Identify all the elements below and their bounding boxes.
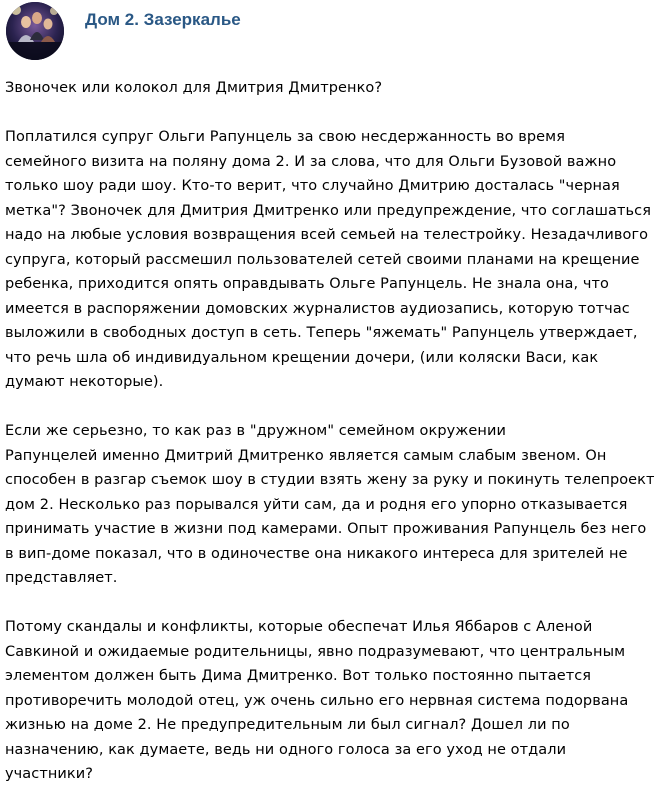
paragraph-line: метка"? Звоночек для Дмитрия Дмитренко или предупреждение, что соглашаться [5,202,652,219]
paragraph-1 [5,125,665,395]
paragraph-line: супруга, который рассмешил пользователей сетей своими планами на крещение [5,251,640,268]
paragraph-2 [5,419,665,591]
paragraph-line: дом 2. Несколько раз порывался уйти сам, да и родня его упорно отказывается [5,496,628,513]
paragraph-line: думают некоторые). [5,374,164,390]
paragraph-line: семейного визита на поляну дома 2. И за слова, что для Ольги Бузовой важно [5,153,617,170]
paragraph-3 [5,615,665,787]
paragraph-line: Рапунцелей именно Дмитрий Дмитренко является самым слабым звеном. Он [5,447,607,464]
post-title [5,76,665,101]
paragraph-line: Потому скандалы и конфликты, которые обеспечат Илья Яббаров с Аленой [5,619,593,635]
paragraph-line: принимать участие в жизни под камерами. Опыт проживания Рапунцель без него [5,521,647,537]
paragraph-line: участники? [5,766,94,782]
paragraph-line: ребенка, приходится опять оправдывать Ольге Рапунцель. Не знала она, что [5,276,609,292]
avatar-image [6,2,64,60]
paragraph-line: что речь шла об индивидуальном крещении дочери, (или коляски Васи, как [5,349,599,366]
paragraph-line: Поплатился супруг Ольги Рапунцель за свою несдержанность во время [5,129,566,145]
paragraph-line: в вип-доме показал, что в одиночестве она никакого интереса для зрителей не [5,545,628,562]
paragraph-line: выложили в свободных доступ в сеть. Теперь "яжемать" Рапунцель утверждает, [5,325,638,341]
channel-avatar[interactable] [6,2,64,60]
post-title-text: Звоночек или колокол для Дмитрия Дмитренко? [5,80,383,96]
paragraph-line: только шоу ради шоу. Кто-то верит, что случайно Дмитрию досталась "черная [5,178,620,194]
paragraph-line: назначению, как думаете, ведь ни одного голоса за его уход не отдали [5,741,567,758]
paragraph-line: элементом должен быть Дима Дмитренко. Вот только постоянно пытается [5,668,592,684]
paragraph-line: противоречить молодой отец, уж очень сильно его нервная система подорвана [5,692,629,709]
post-body [5,76,665,811]
paragraph-line: имеется в распоряжении домовских журналистов аудиозапись, которую тотчас [5,300,630,317]
paragraph-line: Савкиной и ожидаемые родительницы, явно подразумевают, что центральным [5,643,626,660]
paragraph-line: Если же серьезно, то как раз в "дружном" семейном окружении [5,423,507,439]
paragraph-line: надо на любые условия возвращения всей семьей на телестройку. Незадачливого [5,227,649,243]
post-header [0,0,670,60]
paragraph-line: жизнью на доме 2. Не предупредительным ли был сигнал? Дошел ли по [5,717,570,733]
paragraph-line: способен в разгар съемок шоу в студии взять жену за руку и покинуть телепроект [5,472,655,488]
paragraph-line: представляет. [5,570,118,586]
channel-name[interactable]: Дом 2. Зазеркалье [85,10,241,29]
